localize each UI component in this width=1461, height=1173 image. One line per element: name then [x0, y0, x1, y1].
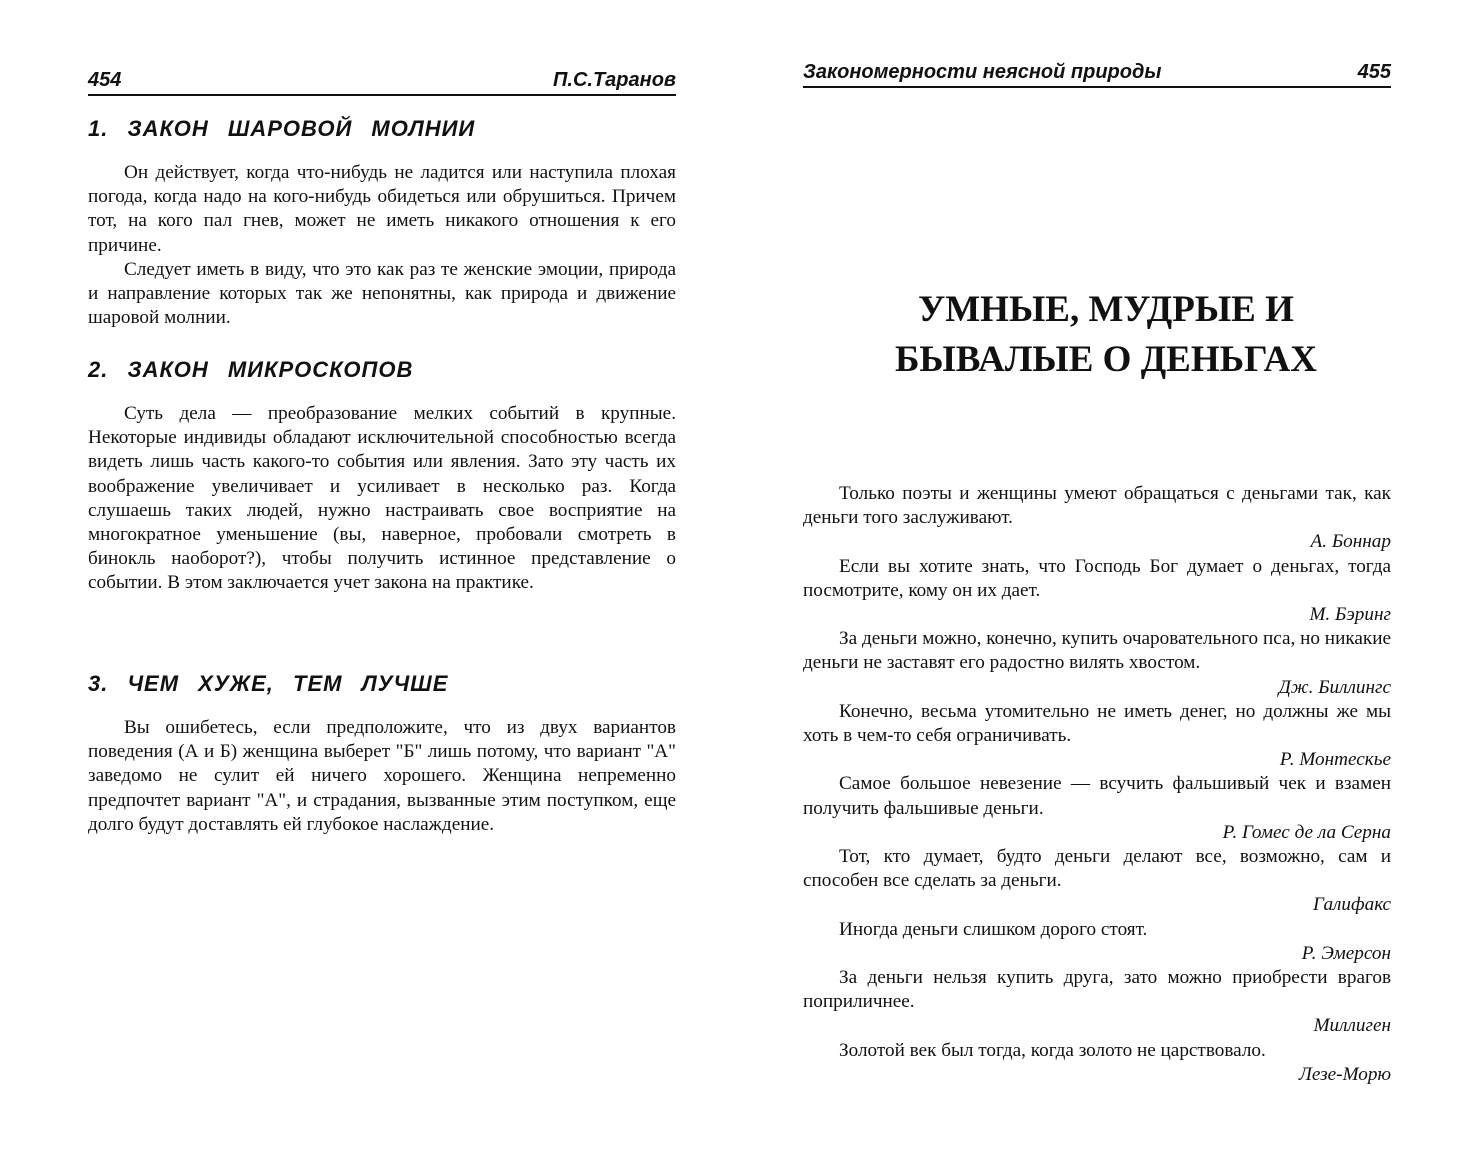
quote-author: А. Боннар	[1310, 531, 1391, 553]
quote-text: Если вы хотите знать, что Господь Бог думает о деньгах, тогда посмотрите, кому он их дает.	[803, 555, 1391, 601]
running-author: П.С.Таранов	[553, 69, 676, 91]
quote-author: Р. Монтескье	[1279, 749, 1391, 771]
quote-text: Иногда деньги слишком дорого стоят.	[839, 918, 1148, 940]
page-number: 455	[1357, 61, 1391, 83]
section-2-body	[88, 402, 676, 596]
section-title-1: 1. ЗАКОН ШАРОВОЙ МОЛНИИ	[88, 116, 476, 141]
quote-author: Дж. Биллингс	[1278, 676, 1391, 698]
chapter-title-line: БЫВАЛЫЕ О ДЕНЬГАХ	[894, 339, 1318, 380]
chapter-title	[803, 285, 1409, 385]
paragraph: Следует иметь в виду, что это как раз те женские эмоции, природа и направление которых так же непонятны, как природа и движение шаровой молнии.	[88, 258, 676, 329]
quote-text: Конечно, весьма утомительно не иметь денег, но должны же мы хоть в чем-то себя ограничивать.	[803, 700, 1391, 747]
paragraph: Он действует, когда что-нибудь не ладится или наступила плохая погода, когда надо на кого-нибудь обидеться или обрушиться. Причем тот, на кого пал гнев, может не иметь никакого отношения к его причине.	[88, 162, 676, 256]
quote-text: За деньги можно, конечно, купить очаровательного пса, но никакие деньги не заставят его радостно вилять хвостом.	[803, 628, 1391, 674]
quotes-list	[803, 482, 1391, 1087]
quote-author: Р. Эмерсон	[1301, 942, 1391, 964]
quote-author: Миллиген	[1313, 1015, 1391, 1037]
quote-author: Лезе-Морю	[1298, 1063, 1391, 1085]
section-3-body	[88, 716, 676, 837]
quote-text: Золотой век был тогда, когда золото не царствовало.	[839, 1039, 1266, 1061]
quote-author: М. Бэринг	[1309, 604, 1391, 626]
chapter-title-line: УМНЫЕ, МУДРЫЕ И	[918, 289, 1294, 330]
quote-author: Галифакс	[1313, 894, 1391, 916]
page-number: 454	[88, 69, 122, 91]
paragraph: Суть дела — преобразование мелких событий в крупные. Некоторые индивиды обладают исключительной способностью всегда видеть лишь часть какого-то события или явления. Зато эту часть их воображение увеличивает и усиливает в несколько раз. Когда слушаешь таких людей, нужно настраивать свое восприятие на многократное уменьшение (вы, наверное, пробовали смотреть в бинокль наоборот?), чтобы получить истинное представление о событии. В этом заключается учет закона на практике.	[88, 403, 676, 594]
quote-text: Самое большое невезение — всучить фальшивый чек и взамен получить фальшивые деньги.	[803, 773, 1391, 819]
quote-text: Тот, кто думает, будто деньги делают все, возможно, сам и способен все сделать за деньги.	[803, 846, 1391, 892]
section-title-3: 3. ЧЕМ ХУЖЕ, ТЕМ ЛУЧШЕ	[88, 671, 449, 696]
paragraph: Вы ошибетесь, если предположите, что из двух вариантов поведения (А и Б) женщина выберет "Б" лишь потому, что вариант "А" заведомо не сулит ей ничего хорошего. Женщина непременно предпочтет вариант "А", и страдания, вызванные этим поступком, еще долго будут доставлять ей глубокое наслаждение.	[88, 717, 676, 835]
quote-text: За деньги нельзя купить друга, зато можно приобрести врагов поприличнее.	[803, 967, 1391, 1013]
section-1-body	[88, 161, 676, 330]
quote-author: Р. Гомес де ла Серна	[1222, 821, 1391, 843]
section-title-2: 2. ЗАКОН МИКРОСКОПОВ	[88, 357, 414, 382]
quote-text: Только поэты и женщины умеют обращаться с деньгами так, как деньги того заслуживают.	[803, 483, 1391, 529]
right-running-head	[803, 52, 1391, 88]
running-title: Закономерности неясной природы	[803, 61, 1162, 83]
left-running-head	[88, 60, 676, 96]
